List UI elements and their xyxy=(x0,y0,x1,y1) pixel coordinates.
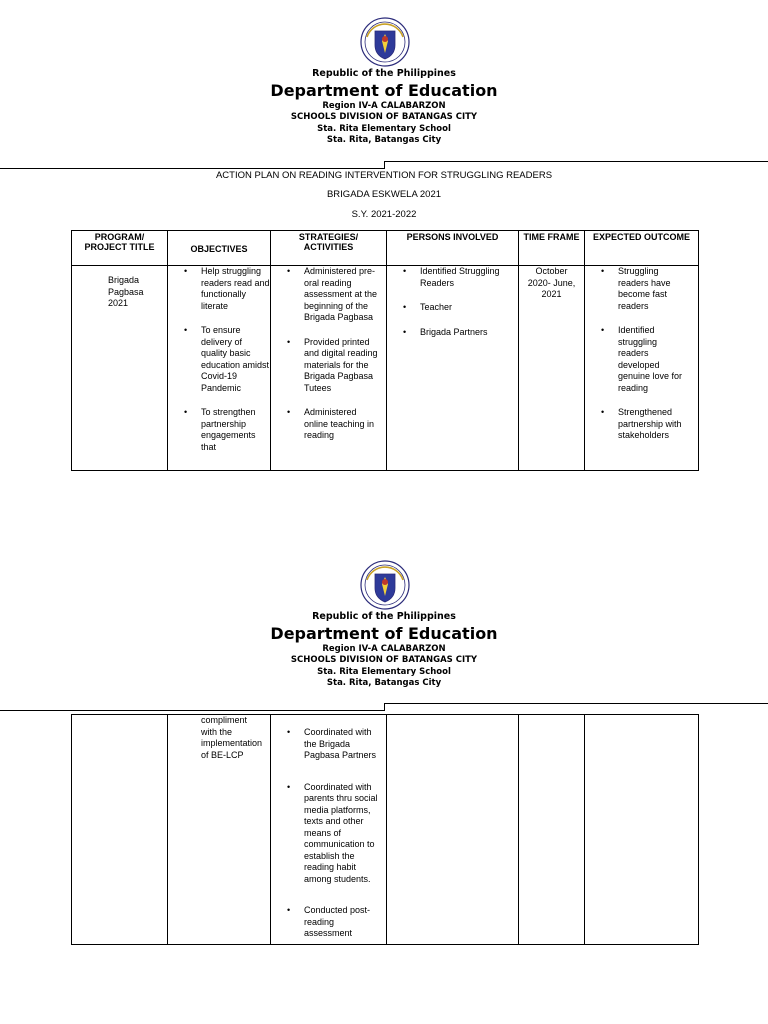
header-program: PROGRAM/ PROJECT TITLE xyxy=(72,231,168,266)
strategies-cell xyxy=(271,715,387,945)
program-cell xyxy=(72,715,168,945)
outcome-cell xyxy=(585,266,699,471)
strategy-item: • Administered online teaching in reading xyxy=(304,407,382,442)
header-time: TIME FRAME xyxy=(519,231,585,266)
program-title: Brigada Pagbasa 2021 xyxy=(108,275,144,308)
outcome-item: • Identified struggling readers developed genuine love for reading xyxy=(618,325,690,394)
school-label: Sta. Rita Elementary School xyxy=(317,124,451,134)
person-item: • Brigada Partners xyxy=(420,327,504,339)
strategy-item: • Provided printed and digital reading materials for the Brigada Pagbasa Tutees xyxy=(304,337,382,395)
header-rule-right xyxy=(384,161,768,162)
region-label: Region IV-A CALABARZON xyxy=(322,644,446,654)
division-label: SCHOOLS DIVISION OF BATANGAS CITY xyxy=(290,655,478,665)
republic-label: Republic of the Philippines xyxy=(312,68,456,79)
objective-item: • Help struggling readers read and functionally literate xyxy=(201,266,270,312)
header-rule-left xyxy=(0,168,384,169)
outcome-cell xyxy=(585,715,699,945)
department-title: Department of Education xyxy=(270,624,498,643)
region-label: Region IV-A CALABARZON xyxy=(322,101,446,111)
strategies-cell xyxy=(271,266,387,471)
department-title: Department of Education xyxy=(270,81,498,100)
table-header-row xyxy=(72,231,699,266)
header-objectives: OBJECTIVES xyxy=(168,231,271,266)
strategy-item: • Coordinated with the Brigada Pagbasa Partners xyxy=(304,727,382,762)
republic-label: Republic of the Philippines xyxy=(312,611,456,622)
header-persons: PERSONS INVOLVED xyxy=(387,231,519,266)
school-label: Sta. Rita Elementary School xyxy=(317,667,451,677)
program-cell xyxy=(72,266,168,471)
address-label: Sta. Rita, Batangas City xyxy=(326,678,442,688)
header-rule-step xyxy=(384,703,385,711)
document-subtitle: BRIGADA ESKWELA 2021 xyxy=(326,189,442,200)
school-year: S.Y. 2021-2022 xyxy=(351,209,417,220)
table-row xyxy=(72,715,699,945)
persons-cell xyxy=(387,266,519,471)
time-frame-cell xyxy=(519,715,585,945)
strategy-item: • Conducted post-reading assessment xyxy=(304,905,382,940)
deped-seal-icon xyxy=(360,560,410,610)
time-frame-cell xyxy=(519,266,585,471)
header-outcome: EXPECTED OUTCOME xyxy=(585,231,699,266)
table-row xyxy=(72,266,699,471)
header-strategies: STRATEGIES/ ACTIVITIES xyxy=(271,231,387,266)
objective-item: • To strengthen partnership engagements that xyxy=(201,407,270,453)
person-item: • Teacher xyxy=(420,302,504,314)
address-label: Sta. Rita, Batangas City xyxy=(326,135,442,145)
persons-cell xyxy=(387,715,519,945)
objective-continued: compliment with the implementation of BE-LCP xyxy=(201,715,263,760)
objectives-cell xyxy=(168,715,271,945)
strategy-item: • Administered pre-oral reading assessment at the beginning of the Brigada Pagbasa xyxy=(304,266,382,324)
document-page-2 xyxy=(0,543,768,1024)
header-rule-step xyxy=(384,161,385,169)
outcome-item: • Strengthened partnership with stakeholders xyxy=(618,407,690,442)
time-frame: October 2020- June, 2021 xyxy=(527,266,576,299)
action-plan-table-continued xyxy=(71,714,699,945)
header-rule-right xyxy=(384,703,768,704)
document-title: ACTION PLAN ON READING INTERVENTION FOR STRUGGLING READERS xyxy=(215,170,553,181)
objective-item: • To ensure delivery of quality basic education amidst Covid-19 Pandemic xyxy=(201,325,270,394)
outcome-item: • Struggling readers have become fast readers xyxy=(618,266,690,312)
action-plan-table xyxy=(71,230,699,471)
strategy-item: • Coordinated with parents thru social media platforms, texts and other means of communication to establish the reading habit among students. xyxy=(304,782,382,886)
header-rule-left xyxy=(0,710,384,711)
division-label: SCHOOLS DIVISION OF BATANGAS CITY xyxy=(290,112,478,122)
deped-seal-icon xyxy=(360,17,410,67)
person-item: • Identified Struggling Readers xyxy=(420,266,504,289)
objectives-cell xyxy=(168,266,271,471)
